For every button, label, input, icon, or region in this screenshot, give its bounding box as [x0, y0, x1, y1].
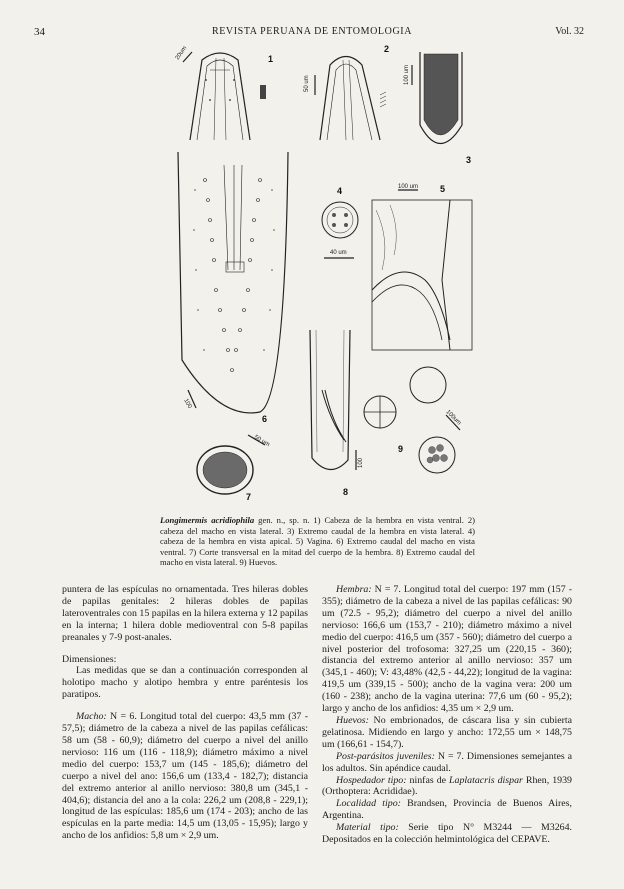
- panel-1-female-head: [190, 53, 266, 140]
- left-paragraph-1: puntera de las espículas no ornamentada. Tres hileras dobles de papilas genitales: 2 hileras dobles de papilas lateroventrales con 15 papilas en la hilera externa y 12 papilas en la interna; 1 hilera doble medioventral con 5-8 papilas preanales y 7-9 post-anales.: [62, 584, 308, 643]
- material-text: Serie tipo N° M3244 — M3264. Depositados en la colección helmintológica del CEPAVE.: [322, 822, 572, 846]
- scale-label-4: 40 um: [330, 250, 347, 256]
- panel-3-female-tail: [420, 52, 462, 144]
- localidad-label: Localidad tipo:: [336, 798, 401, 810]
- huevos-label: Huevos:: [336, 714, 369, 726]
- panel-label-5: 5: [440, 184, 446, 194]
- right-column: [322, 584, 572, 846]
- material-label: Material tipo:: [336, 822, 399, 834]
- scale-label-9: 100um: [444, 409, 462, 427]
- material-paragraph: [322, 822, 572, 846]
- localidad-text: Brandsen, Provincia de Buenos Aires, Argentina.: [322, 798, 572, 822]
- hospedador-text-a: ninfas de: [406, 774, 450, 786]
- hospedador-text-b: Rhen, 1939 (Orthoptera: Acrididae).: [322, 774, 572, 798]
- macho-label: Macho:: [76, 711, 107, 723]
- panel-label-3: 3: [466, 155, 472, 165]
- running-head: REVISTA PERUANA DE ENTOMOLOGIA: [211, 26, 413, 37]
- huevos-paragraph: [322, 715, 572, 751]
- macho-text: N = 6. Longitud total del cuerpo: 43,5 mm (37 - 57,5); diámetro de la cabeza a nivel de las papilas cefálicas: 58 um (58 - 60,9); diámetro del cuerpo a nivel del anillo nervioso: 116 um (116 - 118,9); diámetro máximo a nivel medio del cuerpo: 153,7 um (145 - 185,6); diámetro del cuerpo a nivel del ano: 156,6 um (133,4 - 182,7); distancia del extremo anterior al anillo nervioso: 380,8 um (345,1 - 404,6); distancia del ano a la cola: 226,2 um (208,8 - 229,1); longitud de las espículas: 185,6 um (174 - 203); ancho de las espículas en la parte media: 14,5 um (13,05 - 15,95); largo y ancho de los anfidios: 5,8 um × 2,9 um.: [62, 711, 308, 842]
- panel-label-4: 4: [337, 186, 343, 196]
- scale-label-1: 20um: [174, 45, 189, 62]
- panel-7-transverse-section: [197, 446, 253, 494]
- scale-label-7: 50 um: [253, 434, 271, 449]
- hospedador-species: Laplatacris dispar: [449, 774, 523, 786]
- scale-label-2: 50 um: [304, 75, 310, 92]
- panel-6-male-tail: [178, 152, 288, 413]
- figure-caption: [160, 515, 475, 568]
- localidad-paragraph: [322, 798, 572, 822]
- panel-label-9: 9: [398, 444, 404, 454]
- hembra-paragraph: [322, 584, 572, 715]
- panel-label-6: 6: [262, 414, 268, 424]
- scale-label-6: 100: [182, 398, 193, 410]
- left-paragraph-2: Las medidas que se dan a continuación corresponden al holotipo macho y alotipo hembra y entre paréntesis los paratipos.: [62, 665, 308, 701]
- scale-label-3: 100 um: [404, 64, 410, 85]
- panel-2-male-head: [320, 57, 386, 141]
- panel-4-female-head-apical: [322, 202, 358, 238]
- panel-8-male-tail-lateral: [310, 330, 350, 470]
- scale-label-8: 100: [358, 457, 364, 468]
- postparasitos-text: N = 7. Dimensiones semejantes a los adultos. Sin apéndice caudal.: [322, 750, 572, 774]
- postparasitos-paragraph: [322, 751, 572, 775]
- huevos-text: No embrionados, de cáscara lisa y sin cubierta gelatinosa. Midiendo en largo y ancho: 172,55 um × 148,75 um (166,61 - 154,7).: [322, 714, 572, 750]
- dimensions-heading: Dimensiones:: [62, 653, 117, 665]
- macho-paragraph: [62, 711, 308, 842]
- panel-label-8: 8: [343, 487, 349, 497]
- page-number: 34: [34, 26, 45, 38]
- caption-text: gen. n., sp. n. 1) Cabeza de la hembra en vista ventral. 2) cabeza del macho en vista lateral. 3) Extremo caudal de la hembra en vista lateral. 4) cabeza de la hembra en vista apical. 5) Vagina. 6) Extremo caudal del macho en vista ventral. 7) Corte transversal en la mitad del cuerpo de la hembra. 8) Extremo caudal del macho en vista lateral. 9) Huevos.: [160, 515, 475, 568]
- postparasitos-label: Post-parásitos juveniles:: [336, 750, 435, 762]
- panel-9-eggs: [364, 367, 455, 473]
- panel-label-7: 7: [246, 492, 252, 502]
- panel-label-2: 2: [384, 44, 390, 54]
- hembra-label: Hembra:: [336, 584, 372, 595]
- panel-label-1: 1: [268, 54, 274, 64]
- left-column: [62, 584, 308, 842]
- hospedador-paragraph: [322, 775, 572, 799]
- figure-plate: [150, 40, 490, 510]
- volume-label: Vol. 32: [555, 26, 584, 37]
- caption-species: Longimermis acridiophila: [160, 515, 255, 525]
- panel-5-vagina: [372, 200, 472, 350]
- hembra-text: N = 7. Longitud total del cuerpo: 197 mm (157 - 355); diámetro de la cabeza a nivel de las papilas cefálicas: 90 um (72.5 - 95,2); diámetro del cuerpo a nivel del anillo nervioso: 166,6 um (153,7 - 210); diámetro máximo a nivel medio del cuerpo: 416,5 um (357 - 560); diámetro del cuerpo a nivel posterior del trofosoma: 327,25 um (220,15 - 360); distancia del extremo anterior al anillo nervioso: 357 um (345,1 - 460); V: 43,48% (42,5 - 44,22); longitud de la vagina: 419,5 um (339,15 - 500); ancho de la vagina vera: 200 um (160 - 238); ancho de la vagina uterina: 77,6 um (60 - 95,2); largo y ancho de los anfidios: 4,35 um × 2,9 um.: [322, 584, 572, 715]
- hospedador-label: Hospedador tipo:: [336, 774, 407, 786]
- scale-label-5: 100 um: [398, 184, 419, 190]
